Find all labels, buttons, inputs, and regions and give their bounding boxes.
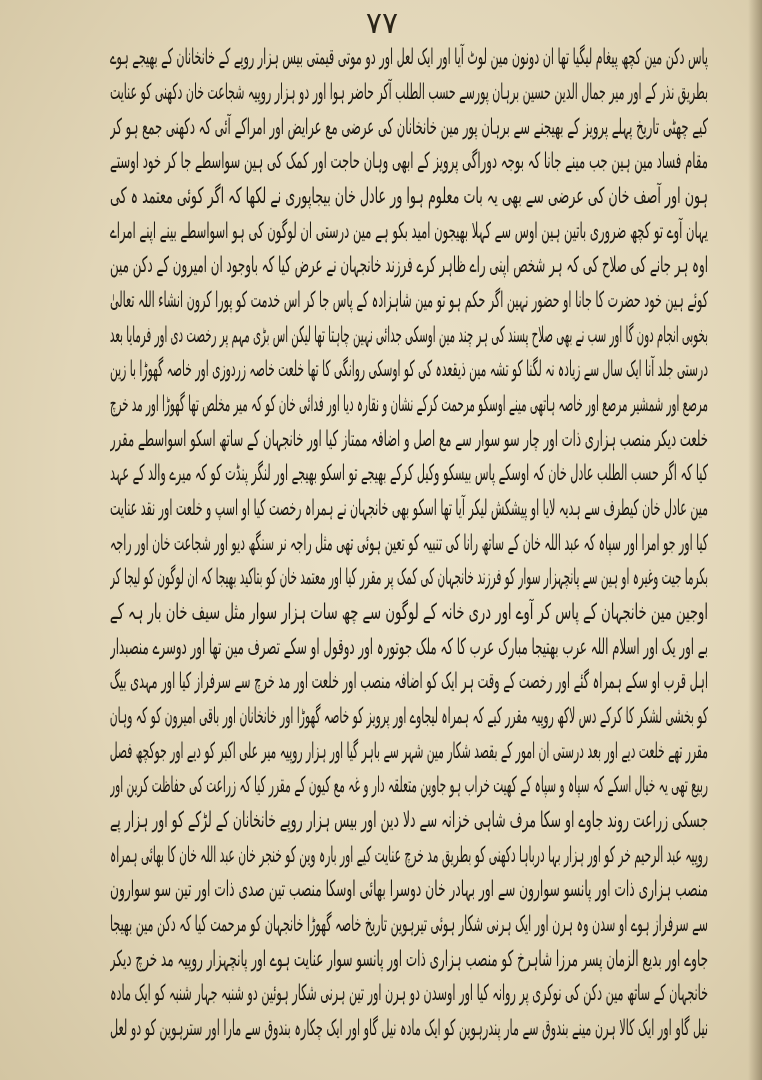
text-line: ہون اور آصف خان کی عرضی سے بھی یہ بات معلوم ہوا ور عادل خان بیجاپوری نے لکھا کہ اگر کوئی معتمد ہ کی	[110, 184, 708, 209]
text-line: نیل گاو اور ایک کالا ہرن مینے بندوق سے مار پندرہوین کو ایک مادہ نیل گاو اور ایک چکارہ بندوق سے مارا اور سترہوین کو دو لعل	[110, 1016, 708, 1041]
text-line: مین عادل خان کیطرف سے ہدیہ لایا او پیشکش لیکر آیا تھا اسکو بھی خانجہان نے ہمراہ رخصت کیا او اسپ و خلعت اور نقد عنایت	[110, 496, 708, 521]
text-line: اوجین مین خانجہان کے پاس کر آوے اور دری خانہ کے لوگون سے چھ سات ہزار سوار مثل سیف خان بار ہہ کے	[110, 600, 708, 625]
text-line: اہل قرب او سکے ہمراہ گئے اور رخصت کے وقت ہر ایک کو اضافہ منصب اور خلعت اور مد خرچ سے سرفراز کیا اور مہدی بیگ	[109, 669, 708, 694]
text-line: یہان آوے تو کچھ ضروری باتین ہین اوس سے کہلا بھیجون امید بکو ہے مین درستی ان لوگون کی ہو اسواسطے بینے اپنے امراے	[110, 219, 708, 244]
text-line: مقام فساد مین ہین جب مینے جانا کہ بوجہ دوراگی پرویز کے ابھی وہان حاجت اور کمک کی ہین سواسطے جا کر خود اوستے	[110, 149, 708, 174]
text-line: خلعت دیکر منصب ہزاری ذات اور چار سو سوار سے مع اصل و اضافہ ممتاز کیا اور خانجہان کے ساتھ اسکو اسواسطے مقرر	[110, 427, 708, 452]
text-line: جاوے اور بدیع الزمان پسر مرزا شاہرخ کو منصب ہزاری ذات اور پانسو سوار عنایت ہوے اور پانچہزار روپیہ مد خرچ دیکر	[110, 947, 708, 972]
text-line: بخوبی انجام دون گا اور سب نے بھی صلاح پسند کی ہر چند مین اوسکی جدائی نہین چاہتا تھا لیکن اس بڑی مہم پر رخصت دی اور فرمایا بعد	[110, 323, 708, 348]
text-line: خانجہان کے ساتھ مین دکن کی نوکری پر روانہ کیا اور اوسدن دو ہرن اور تین ہرنی شکار ہوئین دو شنبہ جہار شنبہ کو ایک مادہ	[110, 981, 708, 1006]
text-line: کوئے ہین خود حضرت کا جانا او حضور نہین اگر حکم ہو تو مین شاہزادہ کے پاس جا کر اس خدمت کو پورا کرون انشاء اللہ تعالیٰ	[110, 288, 708, 313]
text-line: مقرر تھے خلعت دیے اور بعد درستی ان امور کے بقصد شکار مین شہر سے باہر گیا اور ہزار روپیہ میر علی اکبر کو دیے اور جوکچھ فصل	[110, 739, 708, 764]
text-line: کو بخشی لشکر کا کرکے دس لاکھ روپیہ مقرر کیے کہ ہمراہ لیجاوے اور پرویز کو خاصہ گھوڑا اور خانخانان اور باقی امیرون کو کہ وہان	[110, 704, 708, 729]
text-line: کیا کہ اگر حسب الطلب عادل خان کہ اوسکے پاس بیسکو وکیل کرکے بھیجے تو اسکو بھیجے اور لنگر پنڈت کو کہ میرے والد کے عہد	[110, 461, 708, 486]
text-line: منصب ہزاری ذات اور پانسو سوارون سے اور بہادر خان دوسرا بھائی اوسکا منصب تین صدی ذات اور تین سو سوارون	[110, 877, 708, 902]
text-line: بکرما جیت وغیرہ او ہین سے پانچہزار سوار کو فرزند خانجہان کی کمک پر مقرر کیا اور معتمد خان کو بتاکید بھیجا کہ ان لوگون کو لیجا کر	[110, 565, 708, 590]
text-line: سے سرفراز ہوے او سدن وہ ہرن اور ایک ہرنی شکار ہوئی تیرہوین تاریخ خاصہ گھوڑا خانجہان کو مرحمت کیا کہ دکن مین بھیجا	[110, 912, 708, 937]
text-line: اوہ ہر جانے کی صلاح کی کہ ہر شخص اپنی راے ظاہر کرے فرزند خانجہان نے عرض کیا کہ باوجود ان امیرون کے دکن مین	[110, 253, 708, 278]
text-line: روپیہ عبد الرحیم خر کو اور ہزار بہا درباہا دکھنی کو بطریق مد خرچ عنایت کیے اور بارہ وین کو خنجر خان عبد اللہ خان کا بھائی ہمراہ	[110, 843, 708, 868]
text-line: پاس دکن مین کچھ پیغام لیگیا تھا ان دونون مین لوٹ آیا اور ایک لعل اور دو موتی قیمتی بیس ہزار روپے کے خانخانان کے بھیجے ہوے	[110, 45, 708, 70]
text-block	[110, 40, 708, 1050]
text-line: بے اور یک اور اسلام اللہ عرب بھتیجا مبارک عرب کا کہ ملک جوتورہ اور دوقول او سکے تصرف مین تھا اور دوسرے منصبدار	[110, 635, 708, 660]
text-line: بطریق نذر کے اور میر جمال الدین حسین برہان پورسے حسب الطلب آکر حاضر ہوا اور دو ہزار روپیہ شجاعت خان دکھنی کو عنایت	[110, 80, 708, 105]
text-line: کیا اور جو امرا اور سپاہ کہ عبد اللہ خان کے ساتھ رانا کی تنبیہ کو تعین ہوئی تھی مثل راجہ نر سنگھ دیو اور شجاعت خان اور راجہ	[110, 531, 708, 556]
text-line: جسکی زراعت روند جاوے او سکا مرف شاہی خزانہ سے دلا دین اور بیس ہزار روپے خانخانان کے لڑکے کو اور ہزار پے	[110, 808, 708, 833]
text-line: مرصع اور شمشیر مرصع اور خاصہ ہاتھی مینے اوسکو مرحمت کرکے نشان و نقارہ دیا اور فدائی خان کو کہ میر مخلص تھا گھوڑا اور مد خرچ	[110, 392, 708, 417]
text-line: درستی جلد آنا ایک سال سے زیادہ نہ لگنا کو تشہ مین ذیقعدہ کی کو اوسکی روانگی کا تھا خلعت خاصہ زردوزی اور خاصہ گھوڑا با زین	[110, 357, 708, 382]
page-number: ۷۷	[365, 6, 399, 41]
text-line: کیے چھٹی تاریخ پہلے پرویز کے بھیجنے سے برہان پور مین خانخانان کی عرضی مع عرایض اور امراکے آئی کہ دکھنی جمع ہو کر	[110, 115, 708, 140]
page-edge-shadow	[748, 0, 762, 1080]
text-line: ربیع تھی یہ خیال اسکے کہ سپاہ و سپاہ کے کھیت خراب ہو جاوین متعلقہ دار و غہ مع کیون کے مقرر کیا کہ زراعت کی حفاظت کرین اور	[110, 773, 708, 798]
